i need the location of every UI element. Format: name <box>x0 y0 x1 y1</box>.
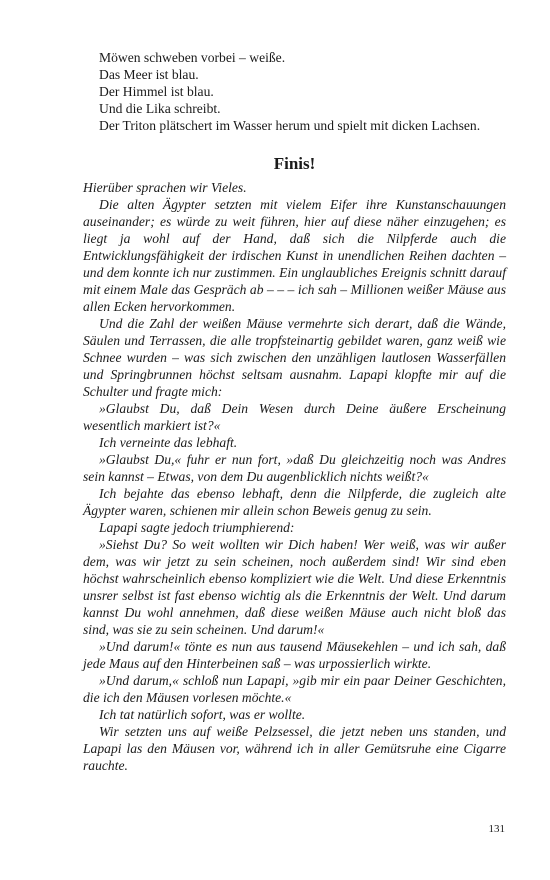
intro-line: Der Triton plätschert im Wasser herum und spielt mit dicken Lachsen. <box>99 118 481 133</box>
page-number: 131 <box>488 823 505 835</box>
paragraph: Wir setzten uns auf weiße Pelzsessel, die jetzt neben uns standen, und Lapapi las den Mäusen vor, während ich in aller Gemütsruhe eine Cigarre rauchte. <box>83 724 506 773</box>
paragraph: Ich bejahte das ebenso lebhaft, denn die Nilpferde, die zugleich alte Ägypter waren, schienen mir allein schon Beweis genug zu sein. <box>83 486 506 518</box>
paragraph: Hierüber sprachen wir Vieles. <box>83 180 247 195</box>
paragraph: Lapapi sagte jedoch triumphierend: <box>99 520 295 535</box>
paragraph: »Siehst Du? So weit wollten wir Dich haben! Wer weiß, was wir außer dem, was wir jetzt zu sein scheinen, noch außerdem sind! Wir sind eben höchst wahrscheinlich ebenso kompliziert wie die Welt. Und diese Erkenntnis unsrer selbst ist fast ebenso wichtig als die Erkenntnis der Welt. Und darum kannst Du wohl annehmen, daß diese weißen Mäuse auch nicht bloß das sind, was sie zu sein scheinen. Und darum!« <box>83 537 506 637</box>
intro-line: Möwen schweben vorbei – weiße. <box>99 50 286 65</box>
book-page <box>83 49 506 774</box>
spacer <box>83 134 506 153</box>
paragraph: Und die Zahl der weißen Mäuse vermehrte sich derart, daß die Wände, Säulen und Terrassen, die alle tropfsteinartig gebildet waren, ganz weiß wie Schnee wurden – was sich zwischen den unzähligen lautlosen Wasserfällen und Springbrunnen höchst seltsam ausnahm. Lapapi klopfte mir auf die Schulter und fragte mich: <box>83 316 506 399</box>
paragraph: »Und darum,« schloß nun Lapapi, »gib mir ein paar Deiner Geschichten, die ich den Mäusen vorlesen möchte.« <box>83 673 506 705</box>
paragraph: »Und darum!« tönte es nun aus tausend Mäusekehlen – und ich sah, daß jede Maus auf den Hinterbeinen saß – was urpossierlich wirkte. <box>83 639 506 671</box>
intro-line: Und die Lika schreibt. <box>99 101 221 116</box>
intro-line: Das Meer ist blau. <box>99 67 199 82</box>
paragraph: Ich verneinte das lebhaft. <box>99 435 238 450</box>
paragraph: Ich tat natürlich sofort, was er wollte. <box>99 707 306 722</box>
paragraph: »Glaubst Du, daß Dein Wesen durch Deine äußere Erscheinung wesentlich markiert ist?« <box>83 401 506 433</box>
intro-line: Der Himmel ist blau. <box>99 84 214 99</box>
section-title: Finis! <box>273 154 316 173</box>
paragraph: »Glaubst Du,« fuhr er nun fort, »daß Du gleichzeitig noch was Andres sein kannst – Etwas, von dem Du augenblicklich nichts weißt?« <box>83 452 506 484</box>
paragraph: Die alten Ägypter setzten mit vielem Eifer ihre Kunstanschauungen auseinander; es würde zu weit führen, hier auf diese näher einzugehen; es liegt ja wohl auf der Hand, daß sich die Nilpferde auch die Entwicklungsfähigkeit der irdischen Kunst in unendlichen Reihen dachten – und dem konnte ich nur zustimmen. Ein unglaubliches Ereignis schnitt darauf mit einem Male das Gespräch ab – – – ich sah – Millionen weißer Mäuse aus allen Ecken hervorkommen. <box>83 197 506 314</box>
